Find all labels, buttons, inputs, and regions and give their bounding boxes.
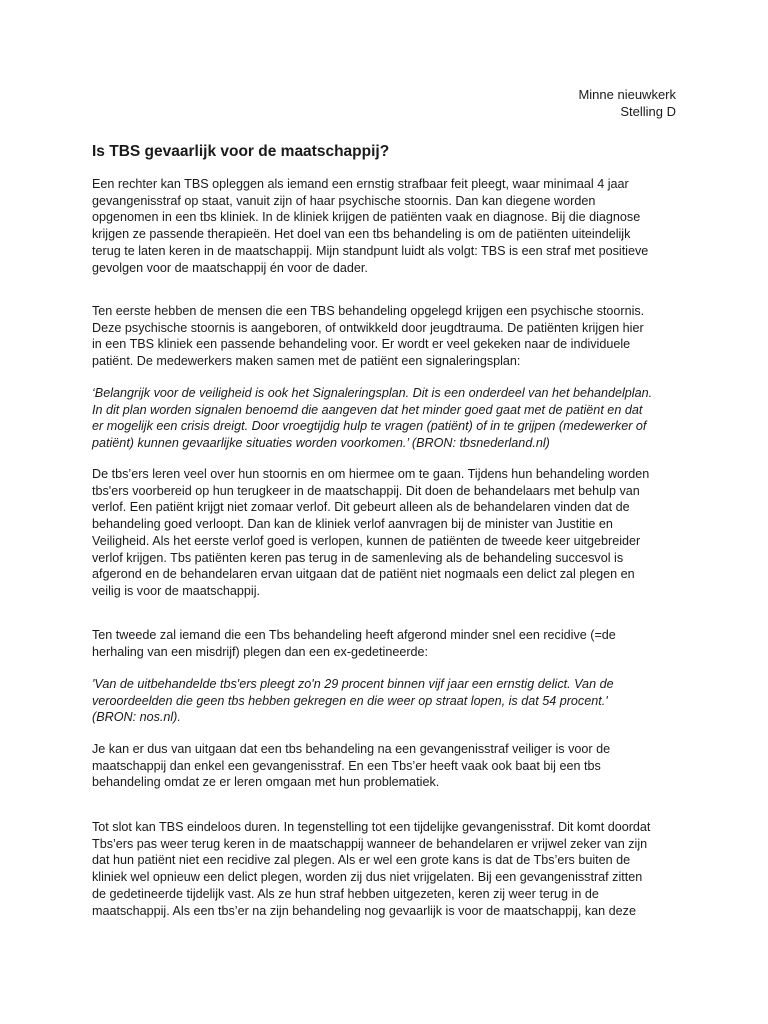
text-line: terug te laten keren in de maatschappij. Mijn standpunt luidt als volgt: TBS is een straf met positieve [92, 243, 649, 258]
text-line: behandeling omdat ze er leren omgaan met hun problematiek. [92, 775, 440, 790]
text-line: 'Van de uitbehandelde tbs'ers pleegt zo'n 29 procent binnen vijf jaar een ernstig delict. Van de [92, 677, 614, 691]
text-line: In dit plan worden signalen benoemd die aangeven dat het minder goed gaat met de patiënt en dat [92, 402, 643, 417]
quote-recidive [92, 676, 692, 726]
author-name: Minne nieuwkerk [578, 87, 676, 102]
text-line: patiënt. De medewerkers maken samen met de patiënt een signaleringsplan: [92, 354, 521, 369]
argument-two-paragraph [92, 627, 692, 660]
text-line: ‘Belangrijk voor de veiligheid is ook het Signaleringsplan. Dit is een onderdeel van het behandelplan. [92, 386, 653, 400]
text-line: veilig is voor de maatschappij. [92, 583, 260, 598]
text-line: verlof krijgen. Tbs patiënten keren pas terug in de samenleving als de behandeling succesvol is [92, 550, 624, 565]
argument-three-paragraph [92, 819, 692, 919]
text-line: maatschappij dan enkel een gevangenisstraf. En een Tbs’er heeft vaak ook baat bij een tbs [92, 758, 601, 773]
text-line: afgerond en de behandelaren ervan uitgaan dat de patiënt niet nogmaals een delict zal plegen en [92, 567, 635, 582]
text-line: gevangenisstraf op staat, vanuit zijn of haar psychische stoornis. Dan kan diegene worden [92, 193, 596, 208]
text-line: patiënt) kunnen gevaarlijke situaties worden voorkomen.’ (BRON: tbsnederland.nl) [92, 436, 550, 451]
text-line: tbs'ers voorbereid op hun terugkeer in de maatschappij. Dit doen de behandelaars met behulp van [92, 483, 640, 498]
document-header [578, 86, 676, 120]
text-line: maatschappij. Als een tbs’er na zijn behandeling nog gevaarlijk is voor de maatschappij, kan deze [92, 903, 636, 918]
text-line: krijgen ze passende therapieën. Het doel van een tbs behandeling is om de patiënten uiteindelijk [92, 227, 631, 242]
text-line: Ten eerste hebben de mensen die een TBS behandeling opgelegd krijgen een psychische stoornis. [92, 304, 645, 318]
text-line: Ten tweede zal iemand die een Tbs behandeling heeft afgerond minder snel een recidive (=de [92, 628, 616, 642]
quote-signaleringsplan [92, 385, 692, 452]
text-line: (BRON: nos.nl). [92, 710, 181, 725]
text-line: Tot slot kan TBS eindeloos duren. In tegenstelling tot een tijdelijke gevangenisstraf. Dit komt doordat [92, 820, 651, 834]
text-line: Tbs’ers pas weer terug keren in de maatschappij wanneer de behandelaren er vrijwel zeker van zijn [92, 836, 648, 851]
text-line: verlof. Een patiënt krijgt niet zomaar verlof. Dit gebeurt alleen als de behandelaren vinden dat de [92, 500, 630, 515]
text-line: Veiligheid. Als het eerste verlof goed is verlopen, kunnen de patiënten de tweede keer uitgebreider [92, 533, 641, 548]
intro-paragraph [92, 176, 692, 276]
text-line: Een rechter kan TBS opleggen als iemand een ernstig strafbaar feit pleegt, waar minimaal 4 jaar [92, 177, 629, 191]
text-line: gevolgen voor de maatschappij én voor de dader. [92, 260, 368, 275]
conclusion-two-paragraph [92, 741, 692, 791]
text-line: herhaling van een misdrijf) plegen dan een ex-gedetineerde: [92, 644, 429, 659]
text-line: de gedetineerde tijdelijk vast. Als ze hun straf hebben uitgezeten, keren zij weer terug in de [92, 886, 599, 901]
text-line: veroordeelden die geen tbs hebben gekregen en die weer op straat lopen, is dat 54 procent.' [92, 693, 608, 708]
text-line: Deze psychische stoornis is aangeboren, of ontwikkeld door jeugdtrauma. De patiënten krijgen hier [92, 320, 644, 335]
text-line: De tbs’ers leren veel over hun stoornis en om hiermee om te gaan. Tijdens hun behandeling worden [92, 467, 650, 481]
treatment-paragraph [92, 466, 692, 600]
text-line: opgenomen in een tbs kliniek. In de kliniek krijgen de patiënten vaak en diagnose. Bij die diagnose [92, 210, 641, 225]
text-line: in een TBS kliniek een passende behandeling voor. Er wordt er veel gekeken naar de individuele [92, 337, 631, 352]
argument-one-paragraph [92, 303, 692, 370]
text-line: er mogelijk een crisis dreigt. Door vroegtijdig hulp te vragen (patiënt) of in te grijpen (medewerker of [92, 419, 647, 434]
text-line: dat hun patiënt niet een recidive zal plegen. Als er wel een grote kans is dat de Tbs’ers buiten de [92, 853, 631, 868]
page-title: Is TBS gevaarlijk voor de maatschappij? [92, 143, 390, 160]
text-line: behandeling goed verloopt. Dan kan de kliniek verlof aanvragen bij de minister van Justitie en [92, 517, 613, 532]
text-line: kliniek wel opnieuw een delict plegen, worden zij dus niet vrijgelaten. Bij een gevangenisstraf zitten [92, 870, 643, 885]
text-line: Je kan er dus van uitgaan dat een tbs behandeling na een gevangenisstraf veiliger is voor de [92, 742, 611, 756]
assignment-label: Stelling D [620, 104, 676, 119]
